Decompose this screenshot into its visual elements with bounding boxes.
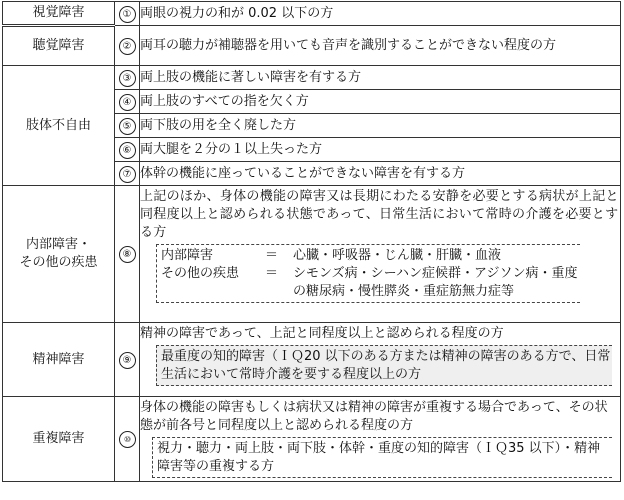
criteria-text-cell (140, 323, 621, 397)
criteria-text: 両上肢の機能に著しい障害を有する方 (140, 66, 621, 90)
table-row (3, 2, 621, 26)
item-number: ⑩ (115, 397, 140, 482)
definition-equals: ＝ (265, 248, 279, 263)
item-number: ③ (115, 66, 140, 90)
criteria-text: 上記のほか、身体の機能の障害又は長期にわたる安静を必要とする病状が上記と同程度以上と認められる状態であって、日常生活において常時の介護を必要とする方 (140, 189, 619, 240)
table-row (3, 186, 621, 323)
category-cell (3, 186, 115, 323)
definition-value: 心臓・呼吸器・じん臓・肝臓・血液 (293, 248, 502, 263)
criteria-text: 両下肢の用を全く廃した方 (140, 114, 621, 138)
item-number: ② (115, 26, 140, 66)
item-number: ⑦ (115, 162, 140, 186)
definition-equals: ＝ (265, 266, 279, 281)
definition-term: その他の疾患 (161, 266, 240, 281)
criteria-text-cell (140, 397, 621, 482)
item-number: ⑨ (115, 323, 140, 397)
table-row (3, 66, 621, 90)
criteria-text: 身体の機能の障害もしくは病状又は精神の障害が重複する場合であって、その状態が前各号と同程度以上と認められる程度の方 (140, 400, 608, 433)
category-cell: 聴覚障害 (3, 26, 115, 66)
item-number: ① (115, 2, 140, 26)
category-cell: 精神障害 (3, 323, 115, 397)
category-line: 内部障害・ (25, 237, 91, 252)
criteria-text: 精神の障害であって、上記と同程度以上と認められる程度の方 (140, 326, 504, 341)
definition-list (161, 247, 580, 301)
category-line: その他の疾患 (19, 255, 98, 270)
table-row (3, 26, 621, 66)
definition-value: シモンズ病・シーハン症候群・アジソン病・重度の糖尿病・慢性膵炎・重症筋無力症等 (293, 266, 578, 299)
category-cell: 重複障害 (3, 397, 115, 482)
item-number: ⑧ (115, 186, 140, 323)
category-cell: 肢体不自由 (3, 66, 115, 186)
item-number: ④ (115, 90, 140, 114)
criteria-text-cell (140, 186, 621, 323)
detail-box: 視力・聴力・両上肢・両下肢・体幹・重度の知的障害（ＩＱ35 以下）・精神障害等の重複する方 (152, 437, 612, 478)
table-row (3, 397, 621, 482)
disability-criteria-table (2, 1, 621, 482)
criteria-text: 両大腿を２分の１以上失った方 (140, 138, 621, 162)
criteria-text: 体幹の機能に座っていることができない障害を有する方 (140, 162, 621, 186)
category-cell: 視覚障害 (3, 2, 115, 26)
detail-box (156, 244, 580, 303)
definition-term: 内部障害 (161, 248, 214, 263)
table-row (3, 323, 621, 397)
criteria-text: 両上肢のすべての指を欠く方 (140, 90, 621, 114)
criteria-text: 両耳の聴力が補聴器を用いても音声を識別することができない程度の方 (140, 26, 621, 66)
item-number: ⑥ (115, 138, 140, 162)
detail-box: 最重度の知的障害（ＩＱ20 以下のある方または精神の障害のある方で、日常生活において常時介護を要する程度以上の方 (156, 345, 612, 386)
item-number: ⑤ (115, 114, 140, 138)
criteria-text: 両眼の視力の和が 0.02 以下の方 (140, 2, 621, 26)
